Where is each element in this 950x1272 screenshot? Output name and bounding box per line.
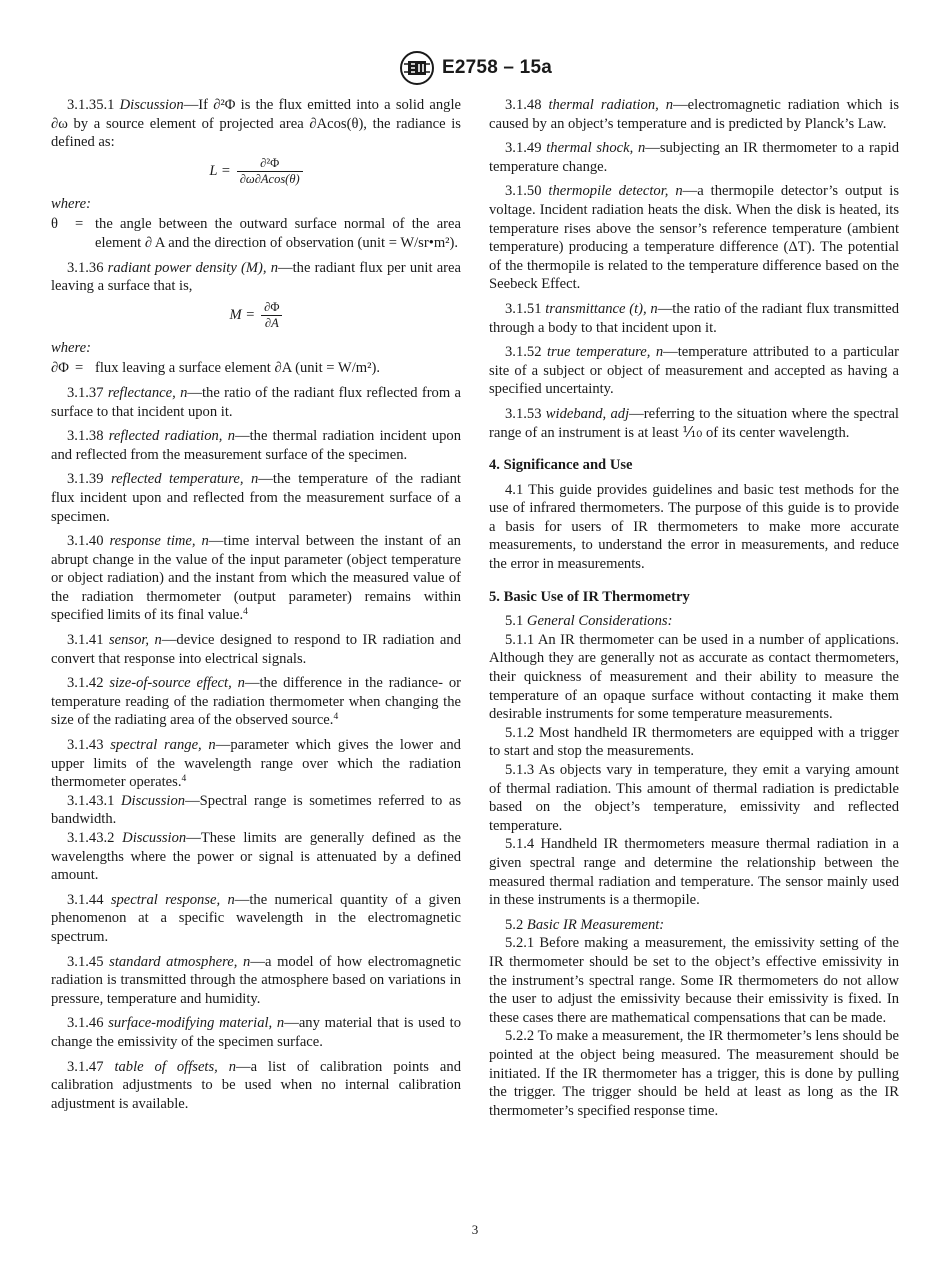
paragraph-3-1-37: 3.1.37 reflectance, n—the ratio of the radiant flux reflected from a surface to that incident upon it. xyxy=(51,384,461,420)
astm-logo-icon xyxy=(398,50,436,86)
paragraph-5-1-1: 5.1.1 An IR thermometer can be used in a number of applications. Although they are generally not as accurate as contact thermometers, their quickness of measurement and their ability to measure the temperature of an opaque surface without contacting it make them desirable instruments for some temperature measurements. xyxy=(489,631,899,723)
right-column xyxy=(489,96,899,1120)
paragraph-3-1-40: 3.1.40 response time, n—time interval between the instant of an abrupt change in the value of the input parameter (object temperature or object radiation) and the instant from which the measured value of the radiation thermometer (output parameter) remains within specified limits of its final value.$^4$ xyxy=(51,533,461,624)
paragraph-3-1-35-1: 3.1.35.1 Discussion—If ∂²Φ is the flux emitted into a solid angle ∂ω by a source element of projected area ∂Acos(θ), the radiance is defined as: xyxy=(51,97,461,151)
paragraph-3-1-48: 3.1.48 thermal radiation, n—electromagnetic radiation which is caused by an object’s temperature and is predicted by Planck’s Law. xyxy=(489,97,899,132)
paragraph-5-1-2: 5.1.2 Most handheld IR thermometers are equipped with a trigger to start and stop the measurements. xyxy=(489,724,899,760)
document-designation: E2758 – 15a xyxy=(442,56,552,78)
paragraph-3-1-38: 3.1.38 reflected radiation, n—the thermal radiation incident upon and reflected from the measurement surface of the specimen. xyxy=(51,428,462,463)
page-header xyxy=(0,50,950,86)
paragraph-3-1-49: 3.1.49 thermal shock, n—subjecting an IR thermometer to a rapid temperature change. xyxy=(489,140,899,175)
section-5-heading: 5. Basic Use of IR Thermometry xyxy=(489,588,690,605)
paragraph-5-1-3: 5.1.3 As objects vary in temperature, they emit a varying amount of thermal radiation. This amount of thermal radiation is predictable based on the object’s temperature, emissivity and reflected temperature. xyxy=(489,762,899,834)
radiance-equation: L = $\frac{\text{∂²Φ}}{\partial\omega\partial Acos(\theta)}$ xyxy=(51,156,461,187)
paragraph-3-1-43: 3.1.43 spectral range, n—parameter which gives the lower and upper limits of the wavelength range over which the radiation thermometer operates.$^4$ xyxy=(51,737,461,791)
section-4-heading: 4. Significance and Use xyxy=(489,457,633,474)
paragraph-3-1-41: 3.1.41 sensor, n—device designed to respond to IR radiation and convert that response into electrical signals. xyxy=(51,632,461,667)
paragraph-5-2-1: 5.2.1 Before making a measurement, the emissivity setting of the IR thermometer should be set to the object’s effective emissivity in the instrument’s spectral range. Some IR thermometers do not allow the user to adjust the emissivity because their emissivity is fixed. In these cases there are mathematical compensations that can be made. xyxy=(489,935,899,1026)
paragraph-5-2: 5.2 Basic IR Measurement: xyxy=(505,916,665,933)
paragraph-3-1-45: 3.1.45 standard atmosphere, n—a model of how electromagnetic radiation is transmitted through the atmosphere based on variations in pressure, temperature and humidity. xyxy=(51,953,462,1007)
paragraph-3-1-43-1: 3.1.43.1 Discussion—Spectral range is sometimes referred to as bandwidth. xyxy=(51,792,462,828)
paragraph-5-2-2: 5.2.2 To make a measurement, the IR thermometer’s lens should be pointed at the object being measured. The measurement should be initiated. If the IR thermometer has a trigger, this is done by pulling the trigger. The trigger should be held at least as long as the IR thermometer’s specified response time. xyxy=(489,1028,899,1119)
paragraph-3-1-39: 3.1.39 reflected temperature, n—the temperature of the radiant flux incident upon and reflected from the measurement surface of a specimen. xyxy=(51,471,461,525)
paragraph-3-1-46: 3.1.46 surface-modifying material, n—any material that is used to change the emissivity of the specimen surface. xyxy=(51,1015,462,1050)
paragraph-4-1: 4.1 This guide provides guidelines and basic test methods for the use of infrared thermometers. The purpose of this guide is to provide a basis for users of IR thermometers to make more accurate measurements, to understand the error in measurements, and reduce the error in measurements. xyxy=(489,481,899,573)
paragraph-5-1: 5.1 General Considerations: xyxy=(505,613,673,630)
paragraph-3-1-36: 3.1.36 radiant power density (M), n—the radiant flux per unit area leaving a surface that is, xyxy=(51,259,461,295)
where-flux-definition: ∂Φ = flux leaving a surface element ∂A (unit = W/m²). xyxy=(51,360,380,377)
where-label: where: xyxy=(51,195,91,212)
paragraph-3-1-51: 3.1.51 transmittance (t), n—the ratio of the radiant flux transmitted through a body to that incident upon it. xyxy=(489,300,899,336)
paragraph-3-1-42: 3.1.42 size-of-source effect, n—the difference in the radiance- or temperature reading of the radiation thermometer when changing the size of the radiating area of the observed source.$^4$ xyxy=(51,675,462,729)
where-label: where: xyxy=(51,339,91,356)
where-theta-definition: θ = the angle between the outward surface normal of the area element ∂ A and the direction of observation (unit = W/sr•m²). xyxy=(51,216,461,251)
radiant-power-density-equation: M = $\frac{\partial\Phi}{\partial A}$ xyxy=(51,300,461,331)
paragraph-3-1-52: 3.1.52 true temperature, n—temperature attributed to a particular site of a subject or object of measurement and accepted as having a specified uncertainty. xyxy=(489,344,899,398)
paragraph-3-1-47: 3.1.47 table of offsets, n—a list of calibration points and calibration adjustments to be used when no internal calibration adjustment is available. xyxy=(51,1058,461,1112)
page-number: 3 xyxy=(471,1222,479,1237)
paragraph-3-1-53: 3.1.53 wideband, adj—referring to the situation where the spectral range of an instrument is at least ⅒ of its center wavelength. xyxy=(489,405,899,441)
left-column xyxy=(51,96,461,1119)
paragraph-3-1-50: 3.1.50 thermopile detector, n—a thermopile detector’s output is voltage. Incident radiation heats the disk. When the disk is heated, its temperature rises above the sensor’s reference temperature (ambient temperature) producing a temperature difference (ΔT). The potential of the thermopile is related to the temperature difference based on the Seebeck Effect. xyxy=(489,183,900,293)
paragraph-5-1-4: 5.1.4 Handheld IR thermometers measure thermal radiation in a given spectral range and determine the relationship between the measured thermal radiation and temperature. The sensor mainly used in these instruments is a thermopile. xyxy=(489,836,899,909)
paragraph-3-1-44: 3.1.44 spectral response, n—the numerical quantity of a given phenomenon at a specific wavelength in the electromagnetic spectrum. xyxy=(51,891,461,945)
paragraph-3-1-43-2: 3.1.43.2 Discussion—These limits are generally defined as the wavelengths where the power or signal is attenuated by a defined amount. xyxy=(51,830,461,884)
